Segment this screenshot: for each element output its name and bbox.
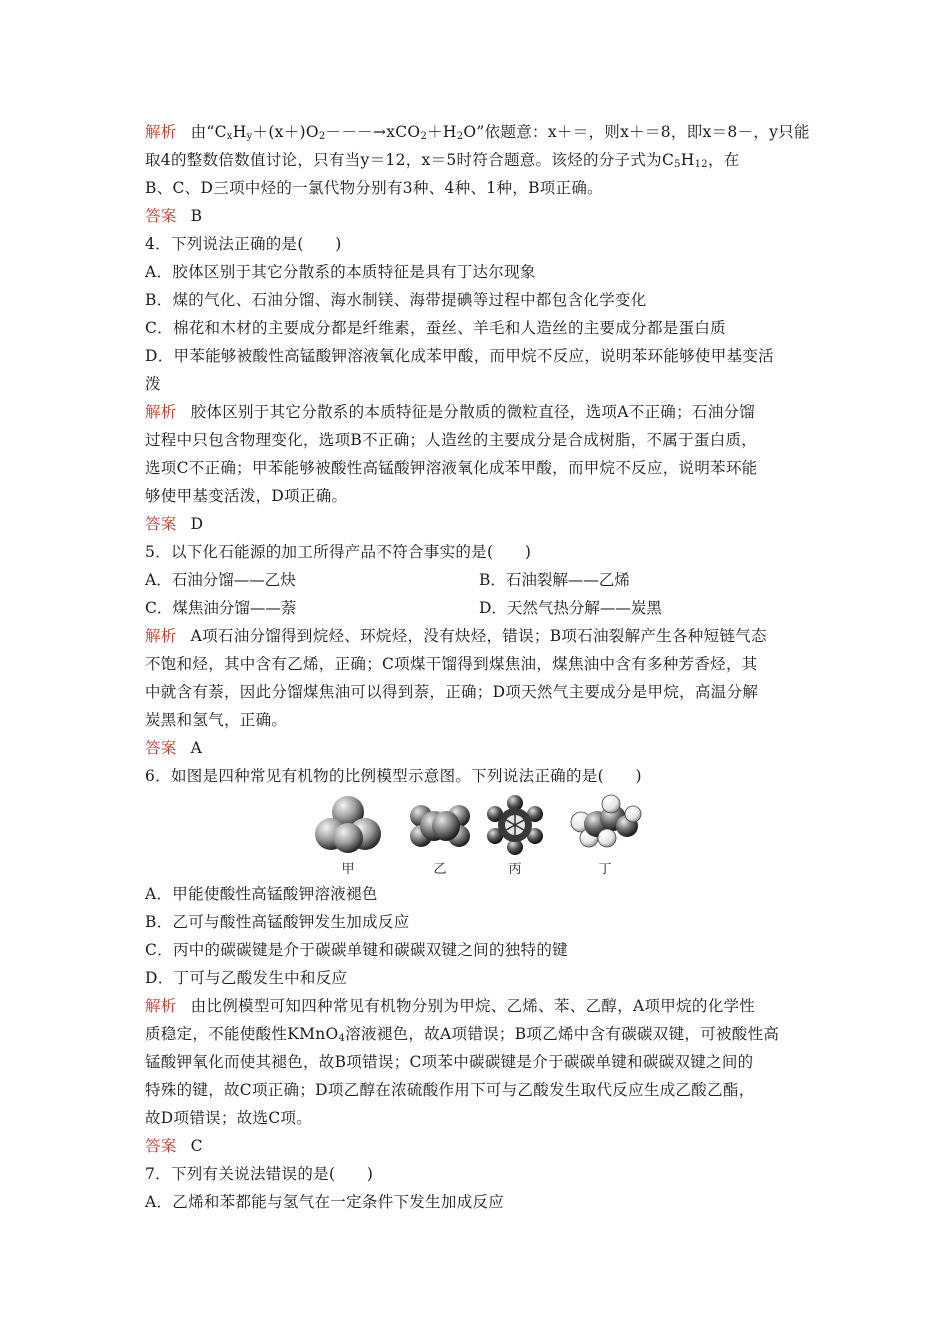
option-row <box>145 594 813 622</box>
option-c: C．棉花和木材的主要成分都是纤维素，蚕丝、羊毛和人造丝的主要成分都是蛋白质 <box>145 319 726 337</box>
analysis-line: 取4的整数倍数值讨论，只有当y＝12，x＝5时符合题意。该烃的分子式为$C_5H_{12}$，在 <box>145 151 740 170</box>
answer-label: 答案 <box>145 1137 177 1155</box>
answer-value: D <box>190 515 204 533</box>
analysis-line: 选项C不正确；甲苯能够被酸性高锰酸钾溶液氧化成苯甲酸，而甲烷不反应，说明苯环能 <box>145 459 758 477</box>
question-stem: 6．如图是四种常见有机物的比例模型示意图。下列说法正确的是( ) <box>145 767 642 785</box>
analysis-line <box>145 398 813 426</box>
answer-line <box>145 734 813 762</box>
answer-label: 答案 <box>145 515 177 533</box>
analysis-label: 解析 <box>145 403 177 421</box>
option-c: C．丙中的碳碳键是介于碳碳单键和碳碳双键之间的独特的键 <box>145 941 568 959</box>
analysis-text: 胶体区别于其它分散系的本质特征是分散质的微粒直径，选项A不正确；石油分馏 <box>190 403 756 421</box>
analysis-line: 质稳定，不能使酸性KMnO$_4$溶液褪色，故A项错误；B项乙烯中含有碳碳双键，可被酸性高 <box>145 1025 780 1044</box>
answer-line <box>145 202 813 230</box>
question-stem: 4．下列说法正确的是( ) <box>145 235 342 253</box>
option-d: D．丁可与乙酸发生中和反应 <box>145 969 348 987</box>
analysis-line <box>145 622 813 650</box>
analysis-line: 故D项错误；故选C项。 <box>145 1109 313 1127</box>
methane-model-icon <box>313 794 383 856</box>
option-row <box>145 566 813 594</box>
figure-label-bing: 丙 <box>508 862 522 877</box>
option-a: A．石油分馏——乙炔 <box>145 571 296 589</box>
answer-value: B <box>190 207 203 225</box>
question-stem: 7．下列有关说法错误的是( ) <box>145 1165 374 1183</box>
option-d: D．天然气热分解——炭黑 <box>479 599 662 617</box>
answer-value: C <box>190 1137 203 1155</box>
analysis-line: 不饱和烃，其中含有乙烯，正确；C项煤干馏得到煤焦油，煤焦油中含有多种芳香烃，其 <box>145 655 758 673</box>
ethanol-model-icon <box>567 794 643 856</box>
analysis-line: B、C、D三项中烃的一氯代物分别有3种、4种、1种，B项正确。 <box>145 179 603 197</box>
analysis-line: 够使甲基变活泼，D项正确。 <box>145 487 348 505</box>
benzene-model <box>475 794 555 877</box>
figure-label-yi: 乙 <box>433 862 447 877</box>
benzene-model-icon <box>480 794 550 856</box>
option-c: C．煤焦油分馏——萘 <box>145 599 297 617</box>
option-b: B．石油裂解——乙烯 <box>479 571 630 589</box>
option-a: A．乙烯和苯都能与氢气在一定条件下发生加成反应 <box>145 1193 505 1211</box>
ethylene-model-icon <box>405 794 475 856</box>
analysis-line: 过程中只包含物理变化，选项B不正确；人造丝的主要成分是合成树脂，不属于蛋白质， <box>145 431 758 449</box>
analysis-line <box>145 992 813 1020</box>
option-b: B．乙可与酸性高锰酸钾发生加成反应 <box>145 913 410 931</box>
analysis-line: 炭黑和氢气，正确。 <box>145 711 288 729</box>
option-b: B．煤的气化、石油分馏、海水制镁、海带提碘等过程中都包含化学变化 <box>145 291 647 309</box>
option-a: A．胶体区别于其它分散系的本质特征是具有丁达尔现象 <box>145 263 536 281</box>
analysis-label: 解析 <box>145 123 177 141</box>
analysis-line: 特殊的键，故C项正确；D项乙醇在浓硫酸作用下可与乙酸发生取代反应生成乙酸乙酯， <box>145 1081 755 1099</box>
answer-line <box>145 1132 813 1160</box>
answer-label: 答案 <box>145 739 177 757</box>
analysis-label: 解析 <box>145 627 177 645</box>
figure-label-ding: 丁 <box>598 862 612 877</box>
methane-model <box>308 794 388 877</box>
option-a: A．甲能使酸性高锰酸钾溶液褪色 <box>145 885 378 903</box>
option-d: D．甲苯能够被酸性高锰酸钾溶液氧化成苯甲酸，而甲烷不反应，说明苯环能够使甲基变活 <box>145 347 774 365</box>
answer-line <box>145 510 813 538</box>
option-d-continued: 泼 <box>145 375 161 393</box>
answer-value: A <box>190 739 203 757</box>
analysis-text: A项石油分馏得到烷烃、环烷烃，没有炔烃，错误；B项石油裂解产生各种短链气态 <box>190 627 767 645</box>
molecule-models-figure <box>145 794 813 880</box>
answer-label: 答案 <box>145 207 177 225</box>
analysis-label: 解析 <box>145 997 177 1015</box>
document-content <box>145 118 813 1216</box>
ethanol-model <box>565 794 645 877</box>
ethylene-model <box>400 794 480 877</box>
analysis-line: 中就含有萘，因此分馏煤焦油可以得到萘，正确；D项天然气主要成分是甲烷，高温分解 <box>145 683 759 701</box>
analysis-text: 由“$C_xH_y+(x+)O_2---\to xCO_2+H_2O$”依题意：x＋＝，则x＋＝8，即x＝8－，y只能 <box>190 123 810 142</box>
analysis-text: 由比例模型可知四种常见有机物分别为甲烷、乙烯、苯、乙醇，A项甲烷的化学性 <box>190 997 756 1015</box>
figure-label-jia: 甲 <box>341 862 355 877</box>
analysis-line: 锰酸钾氧化而使其褪色，故B项错误；C项苯中碳碳键是介于碳碳单键和碳碳双键之间的 <box>145 1053 754 1071</box>
analysis-line <box>145 118 813 146</box>
question-stem: 5．以下化石能源的加工所得产品不符合事实的是( ) <box>145 543 532 561</box>
